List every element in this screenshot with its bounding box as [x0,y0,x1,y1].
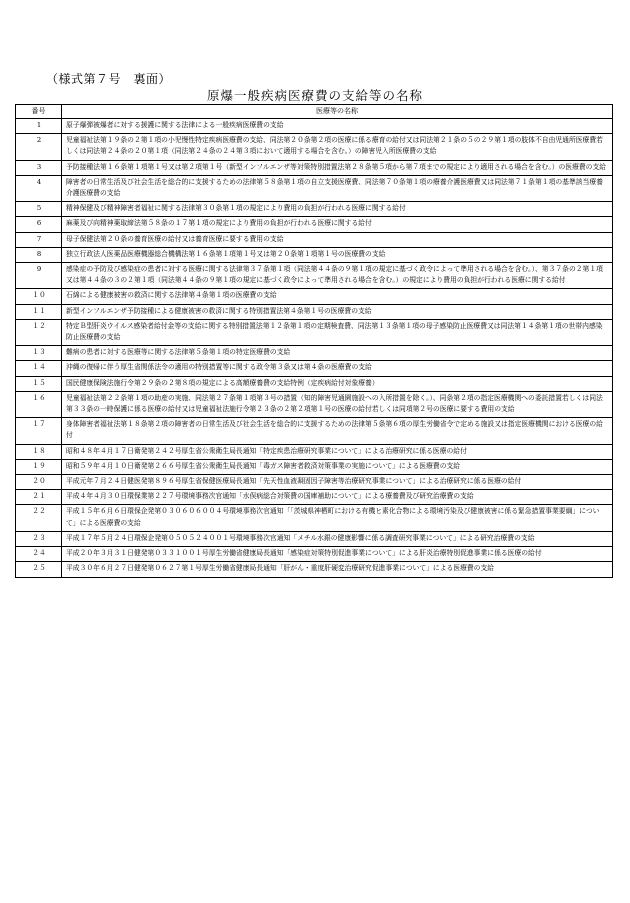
row-number: １４ [16,361,62,376]
table-row [16,202,613,217]
table-row [16,459,613,474]
table-row [16,361,613,376]
row-benefit-name: 平成２０年３月３１日健発第０３３１００１号厚生労働省健康局長通知「感染症対策特別促進事業について」による肝炎治療特別促進事業に係る医療の給付 [62,547,613,562]
row-benefit-name: 児童福祉法第１９条の２第１項の小児慢性特定疾病医療費の支給、同法第２０条第２項の医療に係る療育の給付又は同法第２１条の５の２９第１項の肢体不自由児通所医療費若しくは同法第２４条の２０第１項（同法第２４条の２４第３項において適用する場合を含む。）の障害児入所医療費の支給 [62,134,613,160]
table-row [16,232,613,247]
row-benefit-name: 精神保健及び精神障害者福祉に関する法律第３０条第１項の規定により費用の負担が行われる医療に関する給付 [62,202,613,217]
table-body [16,119,613,578]
table-row [16,391,613,417]
form-label: （様式第７号 裏面） [46,72,172,86]
row-number: 2 [16,134,62,160]
row-number: 3 [16,160,62,175]
table-row [16,376,613,391]
table-row [16,444,613,459]
row-benefit-name: 新型インフルエンザ予防接種による健康被害の救済に関する特別措置法第４条第１号の医療費の支給 [62,304,613,319]
row-benefit-name: 独立行政法人医薬品医療機器総合機構法第１６条第１項第１号又は第２０条第１項第１号の医療費の支給 [62,247,613,262]
row-benefit-name: 昭和４８年４月１７日衛発第２４２号厚生省公衆衛生局長通知「特定疾患治療研究事業について」による治療研究に係る医療の給付 [62,444,613,459]
row-number: 5 [16,202,62,217]
row-number: 4 [16,175,62,201]
table-row [16,247,613,262]
table-row [16,160,613,175]
row-benefit-name: 予防接種法第１６条第１項第１号又は第２項第１号（新型インフルエンザ等対策特別措置法第２８条第５項から第７項までの規定により適用される場合を含む。）の医療費の支給 [62,160,613,175]
row-benefit-name: 国民健康保険法施行令第２９条の２第８項の規定による高額療養費の支給特例（定疾病給付対象療養） [62,376,613,391]
row-number: ２４ [16,547,62,562]
row-benefit-name: 石綿による健康被害の救済に関する法律第４条第１項の医療費の支給 [62,289,613,304]
row-number: １０ [16,289,62,304]
row-number: １６ [16,391,62,417]
column-header-name: 医療等の名称 [62,105,613,119]
row-number: 1 [16,119,62,134]
table-row [16,346,613,361]
row-number: １７ [16,418,62,444]
row-number: ２３ [16,531,62,546]
row-benefit-name: 母子保健法第２０条の養育医療の給付又は養育医療に要する費用の支給 [62,232,613,247]
row-benefit-name: 特定Ｂ型肝炎ウイルス感染者給付金等の支給に関する特別措置法第１２条第１項の定期検査費、同法第１３条第１項の母子感染防止医療費又は同法第１４条第１項の世帯内感染防止医療費の支給 [62,319,613,345]
column-header-number: 番号 [16,105,62,119]
table-row [16,562,613,577]
table-row [16,175,613,201]
row-number: １８ [16,444,62,459]
row-benefit-name: 感染症の予防及び感染症の患者に対する医療に関する法律第３７条第１項（同法第４４条の９第１項の規定に基づく政令によって準用される場合を含む。）、第３７条の２第１項又は第４４条の３の２第１項（同法第４４条の９第１項の規定に基づく政令によって準用される場合を含む。）の規定により費用の負担が行われる医療に関する給付 [62,263,613,289]
table-row [16,134,613,160]
row-number: ２２ [16,505,62,531]
row-number: 8 [16,247,62,262]
row-number: 6 [16,217,62,232]
table-row [16,304,613,319]
table-row [16,289,613,304]
row-number: ２５ [16,562,62,577]
row-number: １２ [16,319,62,345]
row-number: １３ [16,346,62,361]
table-row [16,475,613,490]
table-row [16,119,613,134]
table-header-row [16,105,613,119]
row-number: １９ [16,459,62,474]
table-row [16,418,613,444]
row-benefit-name: 難病の患者に対する医療等に関する法律第５条第１項の特定医療費の支給 [62,346,613,361]
row-benefit-name: 平成４年４月３０日環保業第２２７号環境事務次官通知「水俣病総合対策費の国庫補助について」による療養費及び研究治療費の支給 [62,490,613,505]
row-benefit-name: 昭和５９年４月１０日衛発第２６６号厚生省公衆衛生局長通知「毒ガス障害者救済対策事業の実施について」による医療費の支給 [62,459,613,474]
row-benefit-name: 身体障害者福祉法第１８条第２項の障害者の日常生活及び社会生活を総合的に支援するための法律第５条第６項の厚生労働省令で定める施設又は指定医療機関における医療の給付 [62,418,613,444]
row-benefit-name: 沖縄の復帰に伴う厚生省関係法令の適用の特別措置等に関する政令第３条又は第４条の医療費の支給 [62,361,613,376]
row-number: １１ [16,304,62,319]
row-benefit-name: 平成１５年６月６日環保企発第０３０６０６００４号環境事務次官通知「「茨城県神栖町における有機ヒ素化合物による環境汚染及び健康被害に係る緊急措置事業要綱」について」による医療費の支給 [62,505,613,531]
benefits-table [15,104,613,578]
row-benefit-name: 平成元年７月２４日健医発第８９６号厚生省保健医療局長通知「先天性血液凝固因子障害等治療研究事業について」による治療研究に係る医療の給付 [62,475,613,490]
row-number: １５ [16,376,62,391]
row-benefit-name: 麻薬及び向精神薬取締法第５８条の１７第１項の規定により費用の負担が行われる医療に関する給付 [62,217,613,232]
row-number: 7 [16,232,62,247]
page-title: 原爆一般疾病医療費の支給等の名称 [206,88,423,103]
table-row [16,319,613,345]
row-benefit-name: 平成１７年５月２４日環保企発第０５０５２４００１号環境事務次官通知「メチル水銀の健康影響に係る調査研究事業について」による研究治療費の支給 [62,531,613,546]
row-benefit-name: 障害者の日常生活及び社会生活を総合的に支援するための法律第５８条第１項の自立支援医療費、同法第７０条第１項の療養介護医療費又は同法第７１条第１項の基準該当療養介護医療費の支給 [62,175,613,201]
row-benefit-name: 原子爆弾被爆者に対する援護に関する法律による一般疾病医療費の支給 [62,119,613,134]
row-benefit-name: 平成３０年６月２７日健発第０６２７第１号厚生労働省健康局長通知「肝がん・重度肝硬変治療研究促進事業について」による医療費の支給 [62,562,613,577]
row-number: ２０ [16,475,62,490]
table-row [16,490,613,505]
table-row [16,217,613,232]
row-number: 9 [16,263,62,289]
table-row [16,263,613,289]
table-row [16,547,613,562]
table-row [16,531,613,546]
row-benefit-name: 児童福祉法第２２条第１項の助産の実施、同法第２７条第１項第３号の措置（知的障害児通園施設への入所措置を除く。）、同条第２項の指定医療機関への委託措置若しくは同法第３３条の一時保護に係る医療の給付又は児童福祉法施行令第２３条の２第２項第１号の医療の給付若しくは同項第２号の医療に要する費用の支給 [62,391,613,417]
row-number: ２１ [16,490,62,505]
table-row [16,505,613,531]
